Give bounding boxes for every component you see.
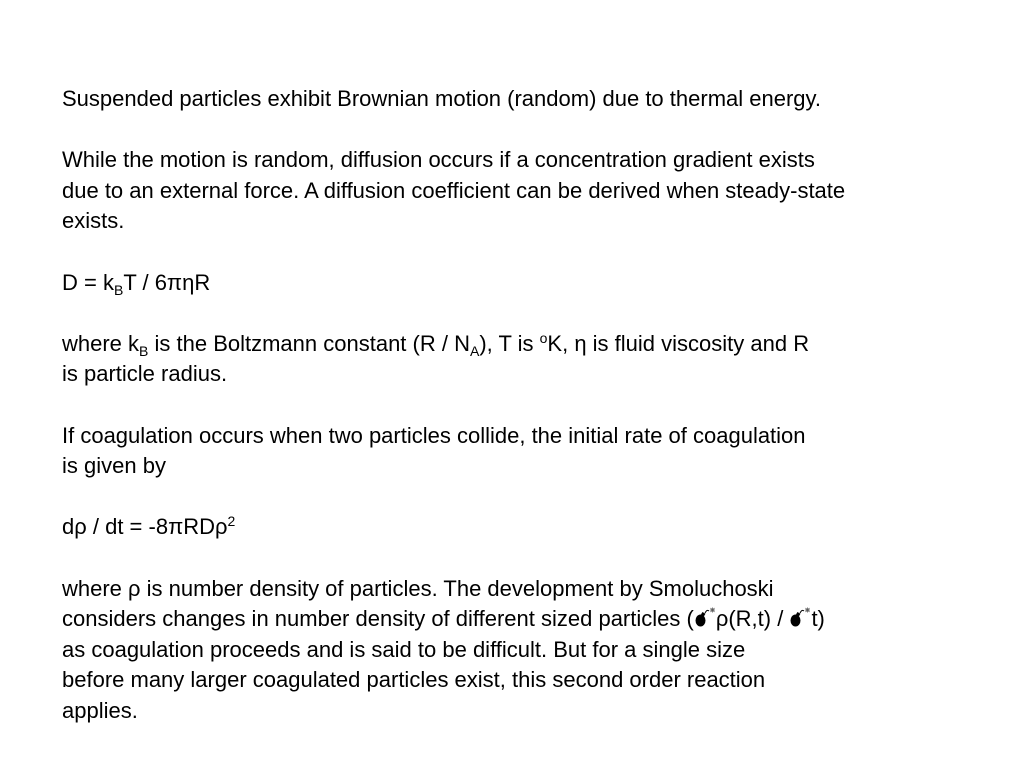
- paragraph-coagulation-line-1: If coagulation occurs when two particles collide, the initial rate of coagulation: [62, 422, 806, 448]
- spacer: [62, 298, 1002, 329]
- bomb-glyph-icon: [694, 607, 716, 629]
- paragraph-coagulation-line-2: is given by: [62, 453, 166, 479]
- paragraph-brownian-motion: Suspended particles exhibit Brownian motion (random) due to thermal energy.: [62, 86, 821, 111]
- paragraph-diffusion-line-1: While the motion is random, diffusion occurs if a concentration gradient exists: [62, 147, 815, 173]
- slide-body: [62, 84, 1002, 726]
- subscript-b: B: [139, 342, 149, 359]
- paragraph-smoluchoski-line-4: before many larger coagulated particles exist, this second order reaction: [62, 667, 766, 693]
- spacer: [62, 237, 1002, 268]
- equation-text: D = k: [62, 269, 114, 295]
- paragraph-smoluchoski-line-2: [62, 604, 1002, 635]
- equation-coagulation-rate: [62, 512, 1002, 543]
- equation-text: T / 6πηR: [123, 269, 211, 295]
- text-run: t): [811, 606, 825, 632]
- paragraph-where-line-1: [62, 329, 1002, 360]
- subscript-a: A: [469, 342, 480, 359]
- spacer: [62, 390, 1002, 421]
- text-run: ), T is: [479, 330, 540, 356]
- paragraph-diffusion-line-2: due to an external force. A diffusion coefficient can be derived when steady-state: [62, 177, 846, 203]
- paragraph-diffusion-line-3: exists.: [62, 208, 125, 234]
- superscript-2: 2: [227, 513, 236, 530]
- text-run: where k: [62, 330, 140, 356]
- paragraph-where-line-2: is particle radius.: [62, 361, 228, 387]
- equation-text: dρ / dt = -8πRDρ: [62, 514, 228, 540]
- text-run: considers changes in number density of different sized particles (: [62, 606, 694, 632]
- spacer: [62, 543, 1002, 574]
- equation-diffusion-coefficient: [62, 268, 1002, 299]
- spacer: [62, 482, 1002, 513]
- paragraph-smoluchoski-line-1: where ρ is number density of particles. The development by Smoluchoski: [62, 575, 774, 601]
- paragraph-smoluchoski-line-5: applies.: [62, 697, 138, 723]
- superscript-o: o: [539, 329, 548, 346]
- paragraph-smoluchoski-line-3: as coagulation proceeds and is said to be difficult. But for a single size: [62, 636, 746, 662]
- text-run: ρ(R,t) /: [715, 606, 790, 632]
- subscript-b: B: [113, 281, 124, 298]
- spacer: [62, 115, 1002, 146]
- text-run: is the Boltzmann constant (R / N: [148, 330, 470, 356]
- text-run: K, η is fluid viscosity and R: [547, 330, 810, 356]
- bomb-glyph-icon: [789, 607, 811, 629]
